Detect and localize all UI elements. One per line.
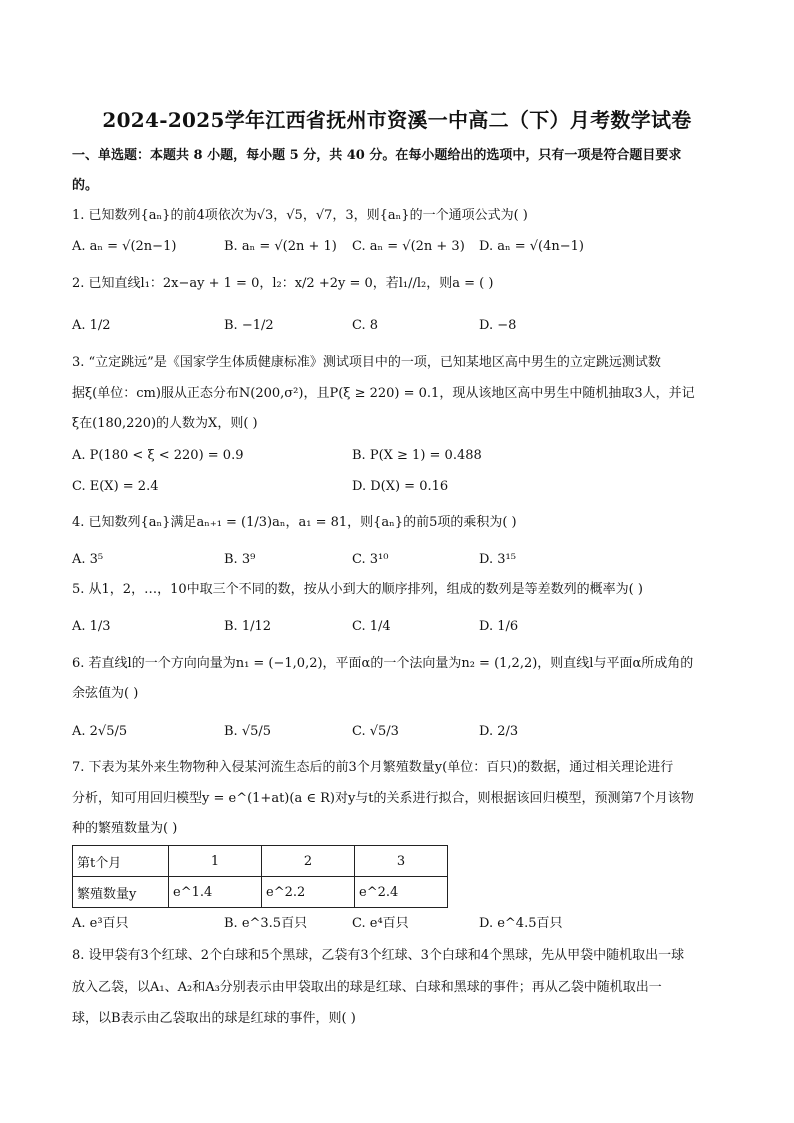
- question-1-option-c[interactable]: C. aₙ = √(2n + 3): [352, 239, 465, 254]
- question-5-option-d[interactable]: D. 1/6: [479, 619, 519, 634]
- question-6-option-c[interactable]: C. √5/3: [352, 724, 399, 739]
- table-cell: 2: [262, 846, 355, 877]
- table-cell: e^1.4: [169, 877, 262, 908]
- question-1-stem: 1. 已知数列{aₙ}的前4项依次为√3，√5，√7，3，则{aₙ}的一个通项公式为( ): [72, 208, 528, 223]
- question-6-option-d[interactable]: D. 2/3: [479, 724, 519, 739]
- page-title: 2024-2025学年江西省抚州市资溪一中高二（下）月考数学试卷: [102, 108, 692, 132]
- question-3-option-d[interactable]: D. D(X) = 0.16: [352, 479, 449, 494]
- question-7-line3: 种的繁殖数量为( ): [72, 821, 178, 836]
- question-4-option-d[interactable]: D. 3¹⁵: [479, 552, 516, 567]
- question-7-option-a[interactable]: A. e³百只: [72, 916, 129, 931]
- table-cell: 繁殖数量y: [73, 877, 169, 908]
- table-row: [73, 877, 448, 908]
- question-8-line2: 放入乙袋，以A₁、A₂和A₃分别表示由甲袋取出的球是红球、白球和黑球的事件；再从乙袋中随机取出一: [72, 980, 662, 995]
- question-7-option-c[interactable]: C. e⁴百只: [352, 916, 409, 931]
- table-cell: 第t个月: [73, 846, 169, 877]
- question-1-option-a[interactable]: A. aₙ = √(2n−1): [72, 239, 177, 254]
- question-2-option-b[interactable]: B. −1/2: [224, 318, 274, 333]
- question-5-option-c[interactable]: C. 1/4: [352, 619, 391, 634]
- question-5-option-a[interactable]: A. 1/3: [72, 619, 111, 634]
- question-1-option-d[interactable]: D. aₙ = √(4n−1): [479, 239, 584, 254]
- section-heading-line2: 的。: [72, 178, 99, 193]
- question-4-option-b[interactable]: B. 3⁹: [224, 552, 256, 567]
- question-3-option-c[interactable]: C. E(X) = 2.4: [72, 479, 159, 494]
- table-cell: 3: [355, 846, 448, 877]
- question-3-line3: ξ在(180,220)的人数为X，则( ): [72, 416, 258, 431]
- question-3-line1: 3. “立定跳远”是《国家学生体质健康标准》测试项目中的一项，已知某地区高中男生的立定跳远测试数: [72, 355, 661, 370]
- question-3-line2: 据ξ(单位：cm)服从正态分布N(200,σ²)，且P(ξ ≥ 220) = 0.1，现从该地区高中男生中随机抽取3人，并记: [72, 386, 695, 401]
- question-1-option-b[interactable]: B. aₙ = √(2n + 1): [224, 239, 337, 254]
- table-cell: e^2.2: [262, 877, 355, 908]
- table-cell: 1: [169, 846, 262, 877]
- question-7-line2: 分析，知可用回归模型y = e^(1+at)(a ∈ R)对y与t的关系进行拟合，则根据该回归模型，预测第7个月该物: [72, 791, 694, 806]
- question-3-option-b[interactable]: B. P(X ≥ 1) = 0.488: [352, 448, 482, 463]
- question-8-line1: 8. 设甲袋有3个红球、2个白球和5个黑球，乙袋有3个红球、3个白球和4个黑球，先从甲袋中随机取出一球: [72, 948, 685, 963]
- table-row: [73, 846, 448, 877]
- question-2-stem: 2. 已知直线l₁：2x−ay + 1 = 0，l₂：x/2 +2y = 0，若l₁//l₂，则a = ( ): [72, 276, 494, 291]
- question-4-option-a[interactable]: A. 3⁵: [72, 552, 104, 567]
- breeding-data-table: [72, 845, 448, 908]
- question-2-option-c[interactable]: C. 8: [352, 318, 379, 333]
- question-4-option-c[interactable]: C. 3¹⁰: [352, 552, 389, 567]
- question-8-line3: 球，以B表示由乙袋取出的球是红球的事件，则( ): [72, 1011, 356, 1026]
- section-heading-line1: 一、单选题：本题共 8 小题，每小题 5 分，共 40 分。在每小题给出的选项中，只有一项是符合题目要求: [72, 148, 682, 163]
- question-6-line1: 6. 若直线l的一个方向向量为n₁ = (−1,0,2)，平面α的一个法向量为n₂ = (1,2,2)，则直线l与平面α所成角的: [72, 656, 694, 671]
- question-5-option-b[interactable]: B. 1/12: [224, 619, 272, 634]
- question-7-option-d[interactable]: D. e^4.5百只: [479, 916, 563, 931]
- question-2-option-d[interactable]: D. −8: [479, 318, 517, 333]
- question-3-option-a[interactable]: A. P(180 < ξ < 220) = 0.9: [72, 448, 244, 463]
- question-7-option-b[interactable]: B. e^3.5百只: [224, 916, 308, 931]
- question-4-stem: 4. 已知数列{aₙ}满足aₙ₊₁ = (1/3)aₙ，a₁ = 81，则{aₙ}的前5项的乘积为( ): [72, 515, 517, 530]
- table-cell: e^2.4: [355, 877, 448, 908]
- question-5-stem: 5. 从1，2，…，10中取三个不同的数，按从小到大的顺序排列，组成的数列是等差数列的概率为( ): [72, 582, 643, 597]
- question-6-line2: 余弦值为( ): [72, 686, 139, 701]
- question-6-option-b[interactable]: B. √5/5: [224, 724, 272, 739]
- question-2-option-a[interactable]: A. 1/2: [72, 318, 111, 333]
- question-7-line1: 7. 下表为某外来生物物种入侵某河流生态后的前3个月繁殖数量y(单位：百只)的数据，通过相关理论进行: [72, 760, 674, 775]
- question-6-option-a[interactable]: A. 2√5/5: [72, 724, 128, 739]
